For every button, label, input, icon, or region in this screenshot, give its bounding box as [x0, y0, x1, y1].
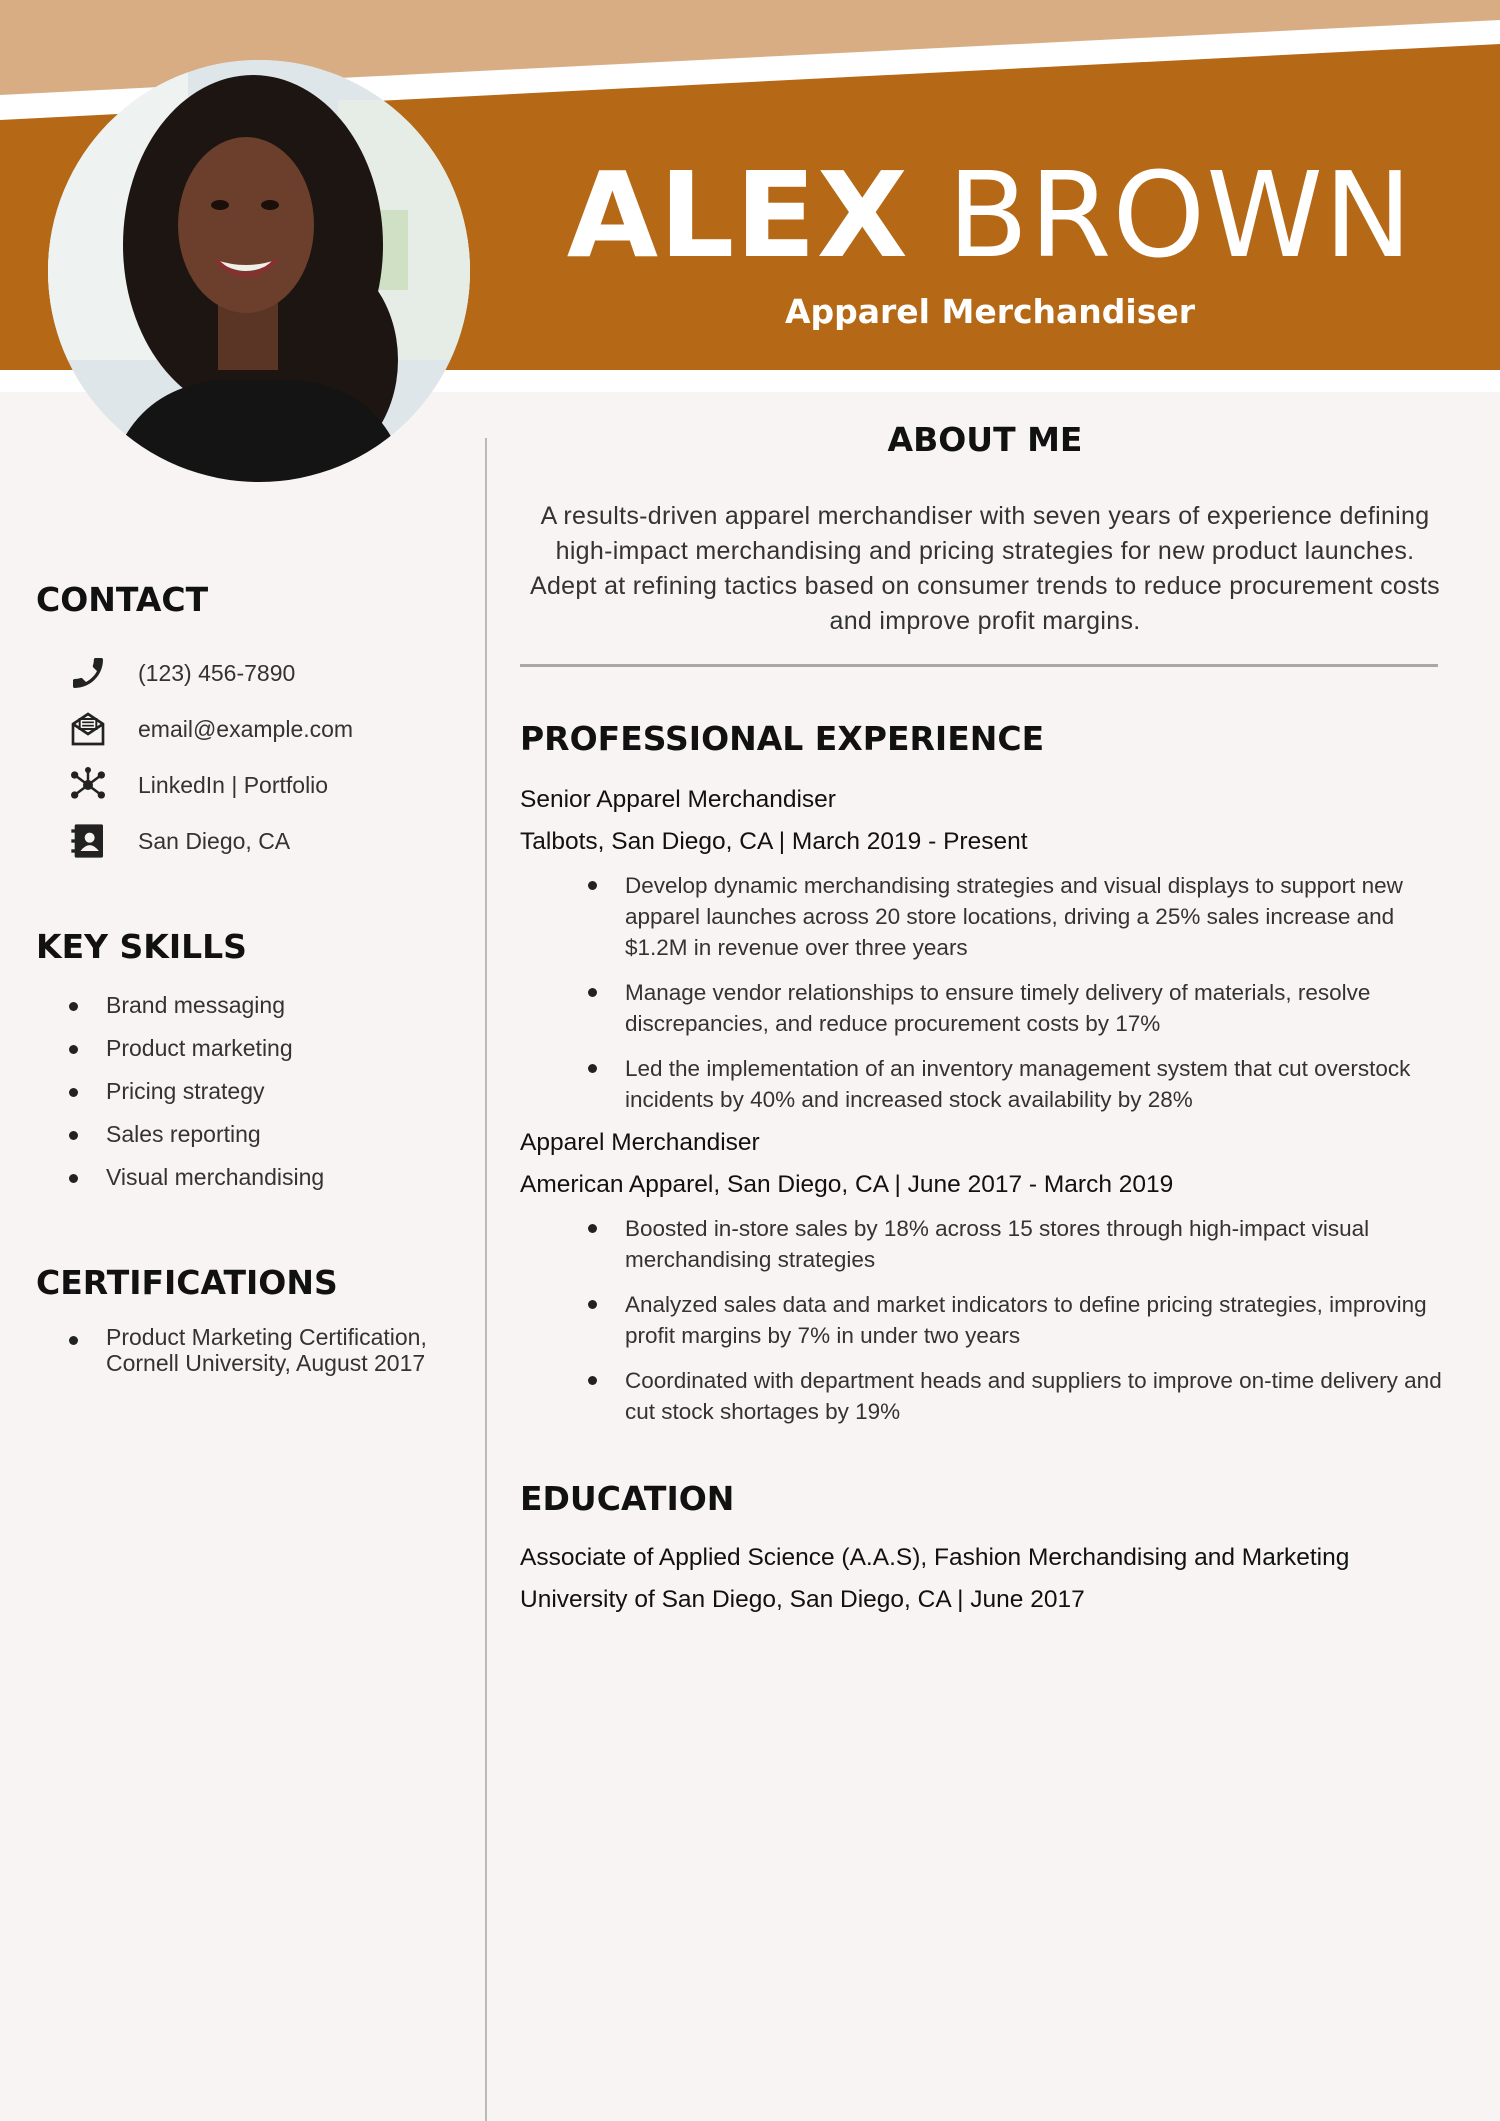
last-name: BROWN [947, 146, 1414, 284]
experience-title: PROFESSIONAL EXPERIENCE [520, 719, 1045, 758]
list-item: Product Marketing Certification, Cornell University, August 2017 [36, 1324, 436, 1376]
contact-email [36, 701, 456, 757]
education-school: University of San Diego, San Diego, CA | June 2017 [520, 1586, 1085, 1613]
contact-links-text[interactable]: LinkedIn | Portfolio [138, 771, 329, 798]
profile-photo [48, 60, 470, 482]
education-title: EDUCATION [520, 1479, 735, 1518]
job-meta: American Apparel, San Diego, CA | June 2017 - March 2019 [520, 1171, 1174, 1198]
contact-location-text: San Diego, CA [138, 827, 291, 854]
column-divider [485, 438, 487, 2121]
skills-list [36, 990, 456, 1205]
job-meta: Talbots, San Diego, CA | March 2019 - Present [520, 828, 1028, 855]
contact-phone-text: (123) 456-7890 [138, 659, 296, 686]
certifications-list [36, 1324, 436, 1376]
contact-card-icon [66, 819, 110, 863]
job-entry [520, 1129, 1450, 1427]
list-item: Visual merchandising [36, 1162, 456, 1205]
contact-list [36, 645, 456, 869]
contact-links [36, 757, 456, 813]
certifications-title: CERTIFICATIONS [36, 1263, 338, 1302]
about-text: A results-driven apparel merchandiser with seven years of experience defining high-impact merchandising and pricing strategies for new product launches. Adept at refining tactics based on consumer trends to reduce procurement costs and improve profit margins. [530, 502, 1440, 635]
job-entry [520, 786, 1450, 1115]
job-bullets [520, 1213, 1450, 1427]
list-item: Coordinated with department heads and suppliers to improve on-time delivery and cut stock shortages by 19% [520, 1365, 1450, 1427]
phone-icon [66, 651, 110, 695]
candidate-name [480, 146, 1500, 284]
list-item: Develop dynamic merchandising strategies and visual displays to support new apparel launches across 20 store locations, driving a 25% sales increase and $1.2M in revenue over three years [520, 870, 1450, 963]
email-icon [66, 707, 110, 751]
job-role: Apparel Merchandiser [784, 292, 1196, 331]
contact-location [36, 813, 456, 869]
list-item: Led the implementation of an inventory management system that cut overstock incidents by 40% and increased stock availability by 28% [520, 1053, 1450, 1115]
job-bullets [520, 870, 1450, 1115]
left-column [36, 580, 456, 1376]
right-column [520, 420, 1450, 1614]
contact-email-text[interactable]: email@example.com [138, 715, 354, 742]
contact-phone [36, 645, 456, 701]
list-item: Sales reporting [36, 1119, 456, 1162]
first-name: ALEX [566, 146, 909, 284]
list-item: Product marketing [36, 1033, 456, 1076]
skills-title: KEY SKILLS [36, 927, 247, 966]
education-degree: Associate of Applied Science (A.A.S), Fashion Merchandising and Marketing [520, 1544, 1350, 1571]
job-title: Apparel Merchandiser [520, 1129, 760, 1156]
list-item: Boosted in-store sales by 18% across 15 stores through high-impact visual merchandising strategies [520, 1213, 1450, 1275]
about-title: ABOUT ME [887, 420, 1083, 459]
section-divider [520, 664, 1438, 667]
job-title: Senior Apparel Merchandiser [520, 786, 836, 813]
list-item: Brand messaging [36, 990, 456, 1033]
list-item: Manage vendor relationships to ensure timely delivery of materials, resolve discrepancies, and reduce procurement costs by 17% [520, 977, 1450, 1039]
network-icon [66, 763, 110, 807]
list-item: Pricing strategy [36, 1076, 456, 1119]
list-item: Analyzed sales data and market indicators to define pricing strategies, improving profit margins by 7% in under two years [520, 1289, 1450, 1351]
contact-title: CONTACT [36, 580, 209, 619]
